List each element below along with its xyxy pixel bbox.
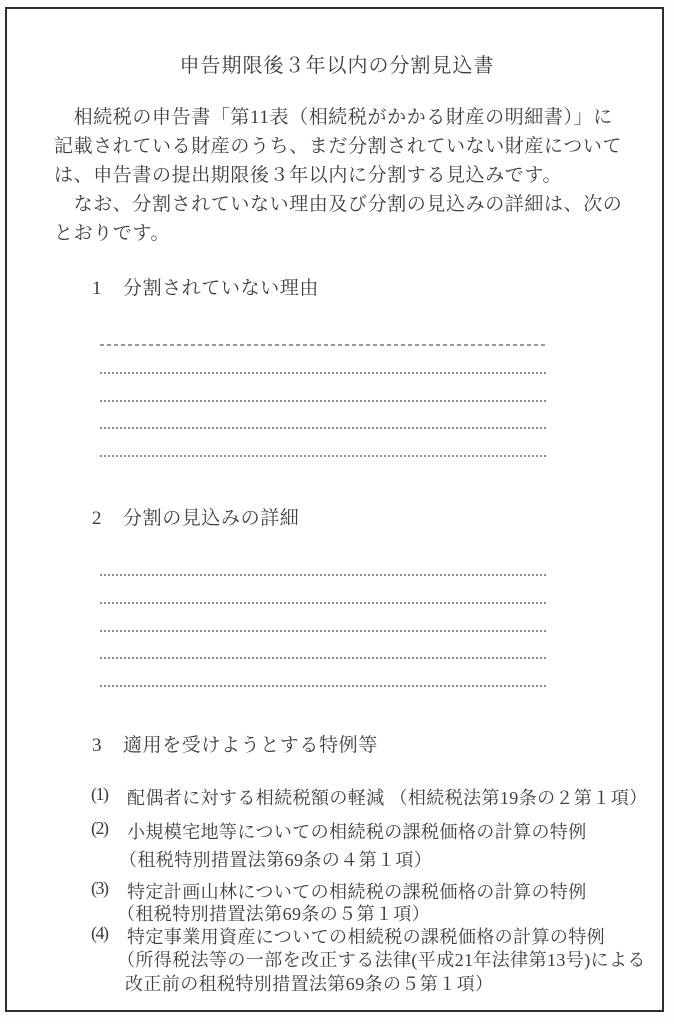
section-number: 1 bbox=[92, 278, 103, 299]
document-title: 申告期限後３年以内の分割見込書 bbox=[179, 55, 495, 77]
writing-line bbox=[100, 455, 547, 457]
intro-line: 記載されている財産のうち、まだ分割されていない財産について bbox=[54, 136, 623, 157]
section-heading-3 bbox=[92, 730, 378, 757]
provision-item-line: 小規模宅地等についての相続税の課税価格の計算の特例 bbox=[127, 822, 587, 842]
writing-line bbox=[100, 372, 547, 374]
provision-item-number: (4) bbox=[91, 923, 108, 943]
provision-item-number: (1) bbox=[91, 784, 108, 804]
intro-line: とおりです。 bbox=[54, 223, 171, 244]
section-heading-1 bbox=[92, 273, 319, 300]
writing-line bbox=[100, 657, 547, 659]
provision-item-line: （租税特別措置法第69条の４第１項） bbox=[119, 850, 433, 870]
provision-item-line: 特定計画山林についての相続税の課税価格の計算の特例 bbox=[127, 882, 587, 902]
writing-line bbox=[100, 427, 547, 429]
provision-item-line: （所得税法等の一部を改正する法律(平成21年法律第13号)による bbox=[117, 950, 646, 970]
intro-line: なお、分割されていない理由及び分割の見込みの詳細は、次の bbox=[54, 194, 623, 215]
intro-line: は、申告書の提出期限後３年以内に分割する見込みです。 bbox=[54, 165, 563, 186]
intro-line: 相続税の申告書「第11表（相続税がかかる財産の明細書）」に bbox=[54, 107, 613, 128]
section-number: 2 bbox=[92, 508, 103, 529]
writing-line bbox=[100, 685, 547, 687]
writing-line bbox=[100, 344, 547, 346]
provision-item-line: 特定事業用資産についての相続税の課税価格の計算の特例 bbox=[127, 927, 606, 947]
writing-line bbox=[100, 602, 547, 604]
writing-line bbox=[100, 400, 547, 402]
provision-item-number: (2) bbox=[91, 818, 108, 838]
writing-line bbox=[100, 574, 547, 576]
provision-item-line: 改正前の租税特別措置法第69条の５第１項） bbox=[125, 974, 494, 994]
provision-item-number: (3) bbox=[91, 878, 108, 898]
provision-item-line: 配偶者に対する相続税額の軽減 （相続税法第19条の２第１項） bbox=[127, 788, 648, 808]
section-number: 3 bbox=[92, 735, 103, 756]
provision-item-line: （租税特別措置法第69条の５第１項） bbox=[117, 904, 431, 924]
section-heading-2 bbox=[92, 503, 299, 530]
section-heading-text: 適用を受けようとする特例等 bbox=[123, 735, 378, 756]
section-heading-text: 分割の見込みの詳細 bbox=[123, 508, 300, 529]
section-heading-text: 分割されていない理由 bbox=[123, 278, 320, 299]
writing-line bbox=[100, 630, 547, 632]
intro-paragraphs bbox=[54, 103, 622, 248]
